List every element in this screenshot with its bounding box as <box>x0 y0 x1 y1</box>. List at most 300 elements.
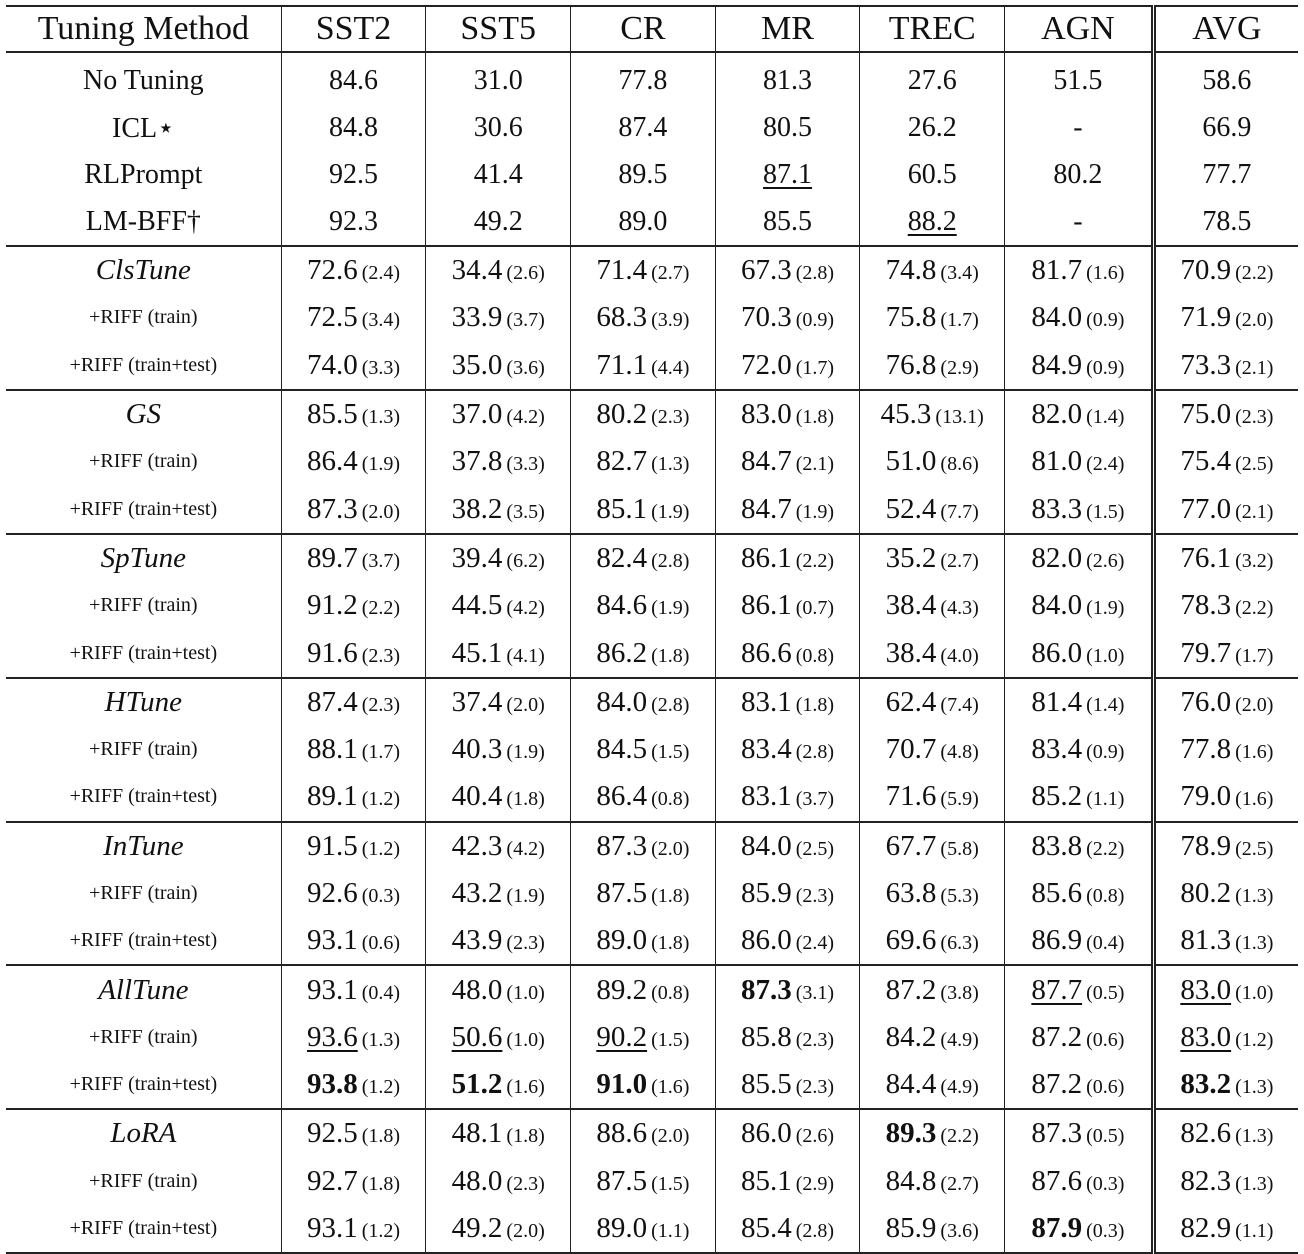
score-value: 50.6 <box>451 1020 503 1053</box>
score-stddev: (1.5) <box>651 1172 690 1195</box>
score-value: 91.6 <box>306 636 358 669</box>
score-cell <box>1005 534 1154 582</box>
score-stddev: (1.3) <box>361 406 401 429</box>
score-value: 43.9 <box>451 924 503 957</box>
method-name: +RIFF (train) <box>89 306 198 329</box>
score-value: 84.0 <box>596 685 648 718</box>
score-stddev: (2.2) <box>1235 597 1274 620</box>
score-stddev: (4.2) <box>506 597 545 620</box>
score-cell <box>281 151 426 198</box>
method-name: +RIFF (train+test) <box>69 641 218 664</box>
score-value: 86.1 <box>741 541 792 574</box>
score-cell <box>1005 294 1154 341</box>
method-name: SpTune <box>100 541 187 574</box>
riff-variant-row <box>6 870 1298 917</box>
score-cell <box>281 1205 426 1253</box>
method-row <box>6 390 1298 438</box>
score-cell <box>1153 1205 1298 1253</box>
score-cell <box>1153 485 1298 533</box>
score-value: 38.4 <box>885 636 937 669</box>
score-stddev: (3.3) <box>361 356 401 379</box>
score-value: 34.4 <box>451 254 503 287</box>
score-cell <box>715 534 860 582</box>
score-cell <box>281 1014 426 1061</box>
score-cell <box>715 629 860 677</box>
score-value: 84.0 <box>1031 301 1083 334</box>
score-stddev: (2.4) <box>795 932 835 955</box>
score-cell <box>426 294 571 341</box>
score-stddev: (0.7) <box>795 597 835 620</box>
score-cell <box>281 870 426 917</box>
score-cell <box>571 582 716 629</box>
score-stddev: (1.3) <box>1235 1172 1274 1195</box>
score-stddev: (4.9) <box>940 1028 979 1051</box>
score-stddev: (2.0) <box>651 1125 690 1148</box>
score-value: 91.5 <box>306 829 358 862</box>
score-stddev: (4.1) <box>506 644 545 667</box>
score-cell <box>860 1205 1005 1253</box>
score-stddev: (13.1) <box>935 406 984 429</box>
score-value: 92.6 <box>306 877 358 909</box>
score-value: 73.3 <box>1180 348 1232 381</box>
method-row <box>6 534 1298 582</box>
score-cell <box>281 1061 426 1109</box>
score-stddev: (2.3) <box>1235 406 1274 429</box>
riff-variant-row <box>6 917 1298 965</box>
score-cell <box>1153 726 1298 773</box>
score-cell <box>860 342 1005 390</box>
score-value: 44.5 <box>451 589 503 622</box>
score-value: 84.6 <box>329 64 379 96</box>
score-stddev: (5.9) <box>940 788 979 811</box>
score-stddev: (1.6) <box>1235 788 1274 811</box>
score-cell <box>571 822 716 870</box>
score-value: 89.5 <box>618 158 668 190</box>
score-stddev: (1.2) <box>1235 1028 1274 1051</box>
score-cell <box>1153 629 1298 677</box>
score-cell <box>860 1158 1005 1205</box>
baselines-section <box>6 52 1298 246</box>
score-value: 84.6 <box>596 589 648 622</box>
score-cell <box>426 1109 571 1157</box>
score-stddev: (2.0) <box>506 693 545 716</box>
score-value: 89.7 <box>306 541 358 574</box>
score-cell <box>281 773 426 821</box>
score-value: 85.8 <box>741 1020 792 1053</box>
score-value: 38.2 <box>451 492 503 525</box>
score-stddev: (0.8) <box>651 788 690 811</box>
score-stddev: (2.2) <box>795 549 835 572</box>
score-stddev: (2.9) <box>795 1172 835 1195</box>
score-value: 80.5 <box>763 111 813 143</box>
score-stddev: (6.2) <box>506 549 545 572</box>
score-value: 82.0 <box>1031 541 1083 574</box>
score-value: 87.1 <box>763 158 813 190</box>
score-stddev: (1.7) <box>361 741 401 764</box>
score-value: 83.1 <box>741 780 792 813</box>
score-value: 88.2 <box>907 205 957 237</box>
score-stddev: (1.3) <box>651 453 690 476</box>
score-value: 81.7 <box>1031 254 1083 287</box>
score-value: 35.2 <box>885 541 937 574</box>
score-value: 85.9 <box>741 877 792 909</box>
riff-variant-row <box>6 438 1298 485</box>
score-value: 48.1 <box>451 1117 503 1150</box>
score-value: 88.1 <box>306 733 358 766</box>
method-name: GS <box>125 398 162 431</box>
score-cell <box>1005 582 1154 629</box>
score-cell <box>426 582 571 629</box>
score-stddev: (2.8) <box>795 741 835 764</box>
score-cell <box>426 534 571 582</box>
score-cell <box>571 678 716 726</box>
score-stddev: (1.7) <box>795 356 835 379</box>
score-value: 83.8 <box>1031 829 1083 862</box>
score-value: 83.0 <box>1180 1020 1232 1053</box>
score-stddev: (1.4) <box>1086 693 1125 716</box>
score-cell <box>426 678 571 726</box>
riff-variant-row <box>6 294 1298 341</box>
score-value: 86.9 <box>1031 924 1083 957</box>
score-value: - <box>1073 205 1083 237</box>
score-value: 84.8 <box>329 111 379 143</box>
score-stddev: (1.7) <box>1235 644 1274 667</box>
score-stddev: (2.3) <box>795 1028 835 1051</box>
score-cell <box>1153 198 1298 246</box>
score-stddev: (2.5) <box>1235 453 1274 476</box>
method-name: LoRA <box>110 1117 177 1150</box>
score-cell <box>1153 678 1298 726</box>
score-cell <box>1153 1109 1298 1157</box>
score-cell <box>426 1205 571 1253</box>
score-cell <box>1153 822 1298 870</box>
score-value: 87.3 <box>306 492 358 525</box>
score-cell <box>426 246 571 294</box>
score-stddev: (3.7) <box>795 788 835 811</box>
score-value: 76.0 <box>1180 685 1232 718</box>
method-group-lora <box>6 1109 1298 1253</box>
score-stddev: (1.9) <box>795 500 835 523</box>
score-cell <box>426 1158 571 1205</box>
score-stddev: (0.4) <box>1086 932 1125 955</box>
score-value: 87.2 <box>1031 1068 1083 1101</box>
score-value: 39.4 <box>451 541 503 574</box>
score-stddev: (1.9) <box>506 741 545 764</box>
score-cell <box>571 342 716 390</box>
method-group-gs <box>6 390 1298 534</box>
score-cell <box>571 1061 716 1109</box>
score-cell <box>426 726 571 773</box>
score-value: 37.4 <box>451 685 503 718</box>
score-stddev: (1.1) <box>651 1220 690 1243</box>
score-value: 84.0 <box>741 829 792 862</box>
score-cell <box>1005 965 1154 1013</box>
score-cell <box>860 198 1005 246</box>
method-name: +RIFF (train+test) <box>69 1073 218 1096</box>
baseline-row <box>6 151 1298 198</box>
score-cell <box>1153 390 1298 438</box>
score-cell <box>426 1061 571 1109</box>
score-cell <box>1153 965 1298 1013</box>
method-name: +RIFF (train) <box>89 1169 198 1192</box>
score-cell <box>1005 1061 1154 1109</box>
header-mr: MR <box>715 6 860 52</box>
score-cell <box>860 870 1005 917</box>
score-cell <box>426 151 571 198</box>
score-stddev: (3.5) <box>506 500 545 523</box>
score-stddev: (6.3) <box>940 932 979 955</box>
score-cell <box>715 104 860 151</box>
score-cell <box>1005 104 1154 151</box>
score-value: 30.6 <box>473 111 523 143</box>
score-value: 37.0 <box>451 398 503 431</box>
score-cell <box>715 1109 860 1157</box>
score-cell <box>1153 534 1298 582</box>
score-stddev: (1.5) <box>651 741 690 764</box>
score-value: 51.0 <box>885 445 937 478</box>
score-value: 83.4 <box>741 733 792 766</box>
score-value: 33.9 <box>451 301 503 334</box>
score-value: 85.2 <box>1031 780 1083 813</box>
score-cell <box>281 678 426 726</box>
score-stddev: (2.4) <box>361 262 401 285</box>
score-stddev: (2.5) <box>795 837 835 860</box>
score-cell <box>715 438 860 485</box>
score-stddev: (0.9) <box>1086 741 1125 764</box>
score-value: 87.5 <box>596 877 648 909</box>
score-value: 85.5 <box>306 398 358 431</box>
score-stddev: (1.6) <box>1235 741 1274 764</box>
riff-variant-row <box>6 1205 1298 1253</box>
score-cell <box>281 390 426 438</box>
score-value: 75.4 <box>1180 445 1232 478</box>
score-value: 89.0 <box>618 205 668 237</box>
score-cell <box>860 104 1005 151</box>
score-value: 79.0 <box>1180 780 1232 813</box>
score-cell <box>1153 1014 1298 1061</box>
score-stddev: (1.9) <box>1086 597 1125 620</box>
score-stddev: (1.8) <box>361 1172 401 1195</box>
header-avg: AVG <box>1153 6 1298 52</box>
score-cell <box>860 151 1005 198</box>
score-cell <box>1005 438 1154 485</box>
score-cell <box>426 965 571 1013</box>
results-table <box>6 5 1298 1254</box>
score-value: 87.9 <box>1031 1212 1083 1245</box>
score-stddev: (2.7) <box>940 1172 979 1195</box>
score-cell <box>426 870 571 917</box>
score-stddev: (0.6) <box>1086 1028 1125 1051</box>
score-value: 84.9 <box>1031 348 1083 381</box>
score-cell <box>1005 1205 1154 1253</box>
score-stddev: (3.1) <box>795 981 835 1004</box>
score-cell <box>1005 1109 1154 1157</box>
method-row <box>6 246 1298 294</box>
score-cell <box>860 485 1005 533</box>
score-cell <box>860 965 1005 1013</box>
score-value: 27.6 <box>907 64 957 96</box>
score-cell <box>1005 1158 1154 1205</box>
score-cell <box>715 294 860 341</box>
score-value: 87.3 <box>1031 1117 1083 1150</box>
score-cell <box>571 726 716 773</box>
score-value: 86.6 <box>741 636 792 669</box>
score-stddev: (4.3) <box>940 597 979 620</box>
score-value: 66.9 <box>1202 111 1252 143</box>
method-group-alltune <box>6 965 1298 1109</box>
score-value: 37.8 <box>451 445 503 478</box>
score-cell <box>860 438 1005 485</box>
score-stddev: (1.0) <box>1086 644 1125 667</box>
score-value: 67.3 <box>741 254 792 287</box>
score-value: 93.1 <box>306 1212 358 1245</box>
baseline-row <box>6 104 1298 151</box>
score-stddev: (1.9) <box>651 500 690 523</box>
score-cell <box>1153 52 1298 104</box>
score-value: 72.6 <box>306 254 358 287</box>
score-stddev: (0.8) <box>1086 885 1125 907</box>
baseline-row <box>6 52 1298 104</box>
score-cell <box>571 294 716 341</box>
score-value: - <box>1073 111 1083 143</box>
score-cell <box>281 534 426 582</box>
method-group-htune <box>6 678 1298 822</box>
score-value: 84.7 <box>741 492 792 525</box>
method-row <box>6 1109 1298 1157</box>
score-stddev: (1.3) <box>1235 932 1274 955</box>
score-value: 70.7 <box>885 733 937 766</box>
score-cell <box>571 485 716 533</box>
score-stddev: (1.8) <box>506 1125 545 1148</box>
score-value: 77.8 <box>618 64 668 96</box>
score-cell <box>571 1205 716 1253</box>
score-value: 51.2 <box>451 1068 503 1101</box>
score-stddev: (3.4) <box>361 309 401 332</box>
score-cell <box>1153 870 1298 917</box>
score-value: 63.8 <box>885 877 937 909</box>
score-stddev: (2.0) <box>1235 309 1274 332</box>
score-value: 75.0 <box>1180 398 1232 431</box>
score-stddev: (0.3) <box>1086 1220 1125 1243</box>
score-value: 85.5 <box>763 205 813 237</box>
score-value: 86.2 <box>596 636 648 669</box>
score-value: 93.1 <box>306 973 358 1006</box>
method-name: AllTune <box>98 973 189 1006</box>
score-stddev: (3.8) <box>940 981 979 1004</box>
score-stddev: (0.8) <box>795 644 835 667</box>
score-stddev: (2.3) <box>361 693 401 716</box>
method-row <box>6 822 1298 870</box>
score-cell <box>426 438 571 485</box>
score-cell <box>1005 52 1154 104</box>
header-cr: CR <box>571 6 716 52</box>
score-stddev: (1.2) <box>361 1076 401 1099</box>
method-name: +RIFF (train+test) <box>69 785 218 808</box>
score-stddev: (2.1) <box>1235 500 1274 523</box>
score-cell <box>1005 726 1154 773</box>
score-value: 93.6 <box>306 1020 358 1053</box>
score-cell <box>426 773 571 821</box>
score-cell <box>426 390 571 438</box>
score-stddev: (7.7) <box>940 500 979 523</box>
score-value: 68.3 <box>596 301 648 334</box>
score-value: 78.5 <box>1202 205 1252 237</box>
score-value: 41.4 <box>473 158 523 190</box>
score-cell <box>281 342 426 390</box>
score-stddev: (2.3) <box>651 406 690 429</box>
score-stddev: (3.6) <box>940 1220 979 1243</box>
score-cell <box>281 294 426 341</box>
score-cell <box>281 198 426 246</box>
method-name: +RIFF (train+test) <box>69 929 218 952</box>
baseline-row <box>6 198 1298 246</box>
score-value: 31.0 <box>473 64 523 96</box>
score-stddev: (3.4) <box>940 262 979 285</box>
score-value: 82.4 <box>596 541 648 574</box>
score-cell <box>715 822 860 870</box>
score-stddev: (1.1) <box>1235 1220 1274 1243</box>
score-stddev: (1.6) <box>506 1076 545 1099</box>
score-cell <box>1153 342 1298 390</box>
score-cell <box>571 870 716 917</box>
score-cell <box>281 485 426 533</box>
score-cell <box>860 1109 1005 1157</box>
score-value: 89.0 <box>596 924 648 957</box>
score-value: 77.7 <box>1202 158 1252 190</box>
score-stddev: (1.5) <box>651 1028 690 1051</box>
score-cell <box>1005 342 1154 390</box>
score-cell <box>715 1205 860 1253</box>
score-cell <box>1153 294 1298 341</box>
score-cell <box>426 917 571 965</box>
score-stddev: (0.3) <box>1086 1172 1125 1195</box>
score-value: 87.3 <box>741 973 792 1006</box>
score-stddev: (1.0) <box>506 1028 545 1051</box>
score-stddev: (2.3) <box>795 885 835 907</box>
score-stddev: (2.3) <box>506 1172 545 1195</box>
score-cell <box>426 198 571 246</box>
score-cell <box>281 726 426 773</box>
score-value: 84.8 <box>885 1164 937 1197</box>
header-sst2: SST2 <box>281 6 426 52</box>
score-cell <box>715 390 860 438</box>
score-stddev: (1.6) <box>1086 262 1125 285</box>
score-cell <box>281 438 426 485</box>
score-value: 92.3 <box>329 205 379 237</box>
score-cell <box>715 678 860 726</box>
score-stddev: (1.2) <box>361 837 401 860</box>
score-cell <box>1005 198 1154 246</box>
method-group-sptune <box>6 534 1298 678</box>
score-stddev: (1.8) <box>795 406 835 429</box>
score-cell <box>426 822 571 870</box>
riff-variant-row <box>6 485 1298 533</box>
score-value: 81.4 <box>1031 685 1083 718</box>
score-cell <box>1153 582 1298 629</box>
score-cell <box>571 246 716 294</box>
score-stddev: (1.0) <box>1235 981 1274 1004</box>
score-cell <box>715 151 860 198</box>
score-cell <box>571 534 716 582</box>
score-cell <box>1005 870 1154 917</box>
score-stddev: (1.4) <box>1086 406 1125 429</box>
score-value: 82.6 <box>1180 1117 1232 1150</box>
score-value: 83.3 <box>1031 492 1083 525</box>
score-cell <box>1153 1061 1298 1109</box>
score-value: 80.2 <box>1053 158 1103 190</box>
score-cell <box>571 917 716 965</box>
score-value: 78.3 <box>1180 589 1232 622</box>
